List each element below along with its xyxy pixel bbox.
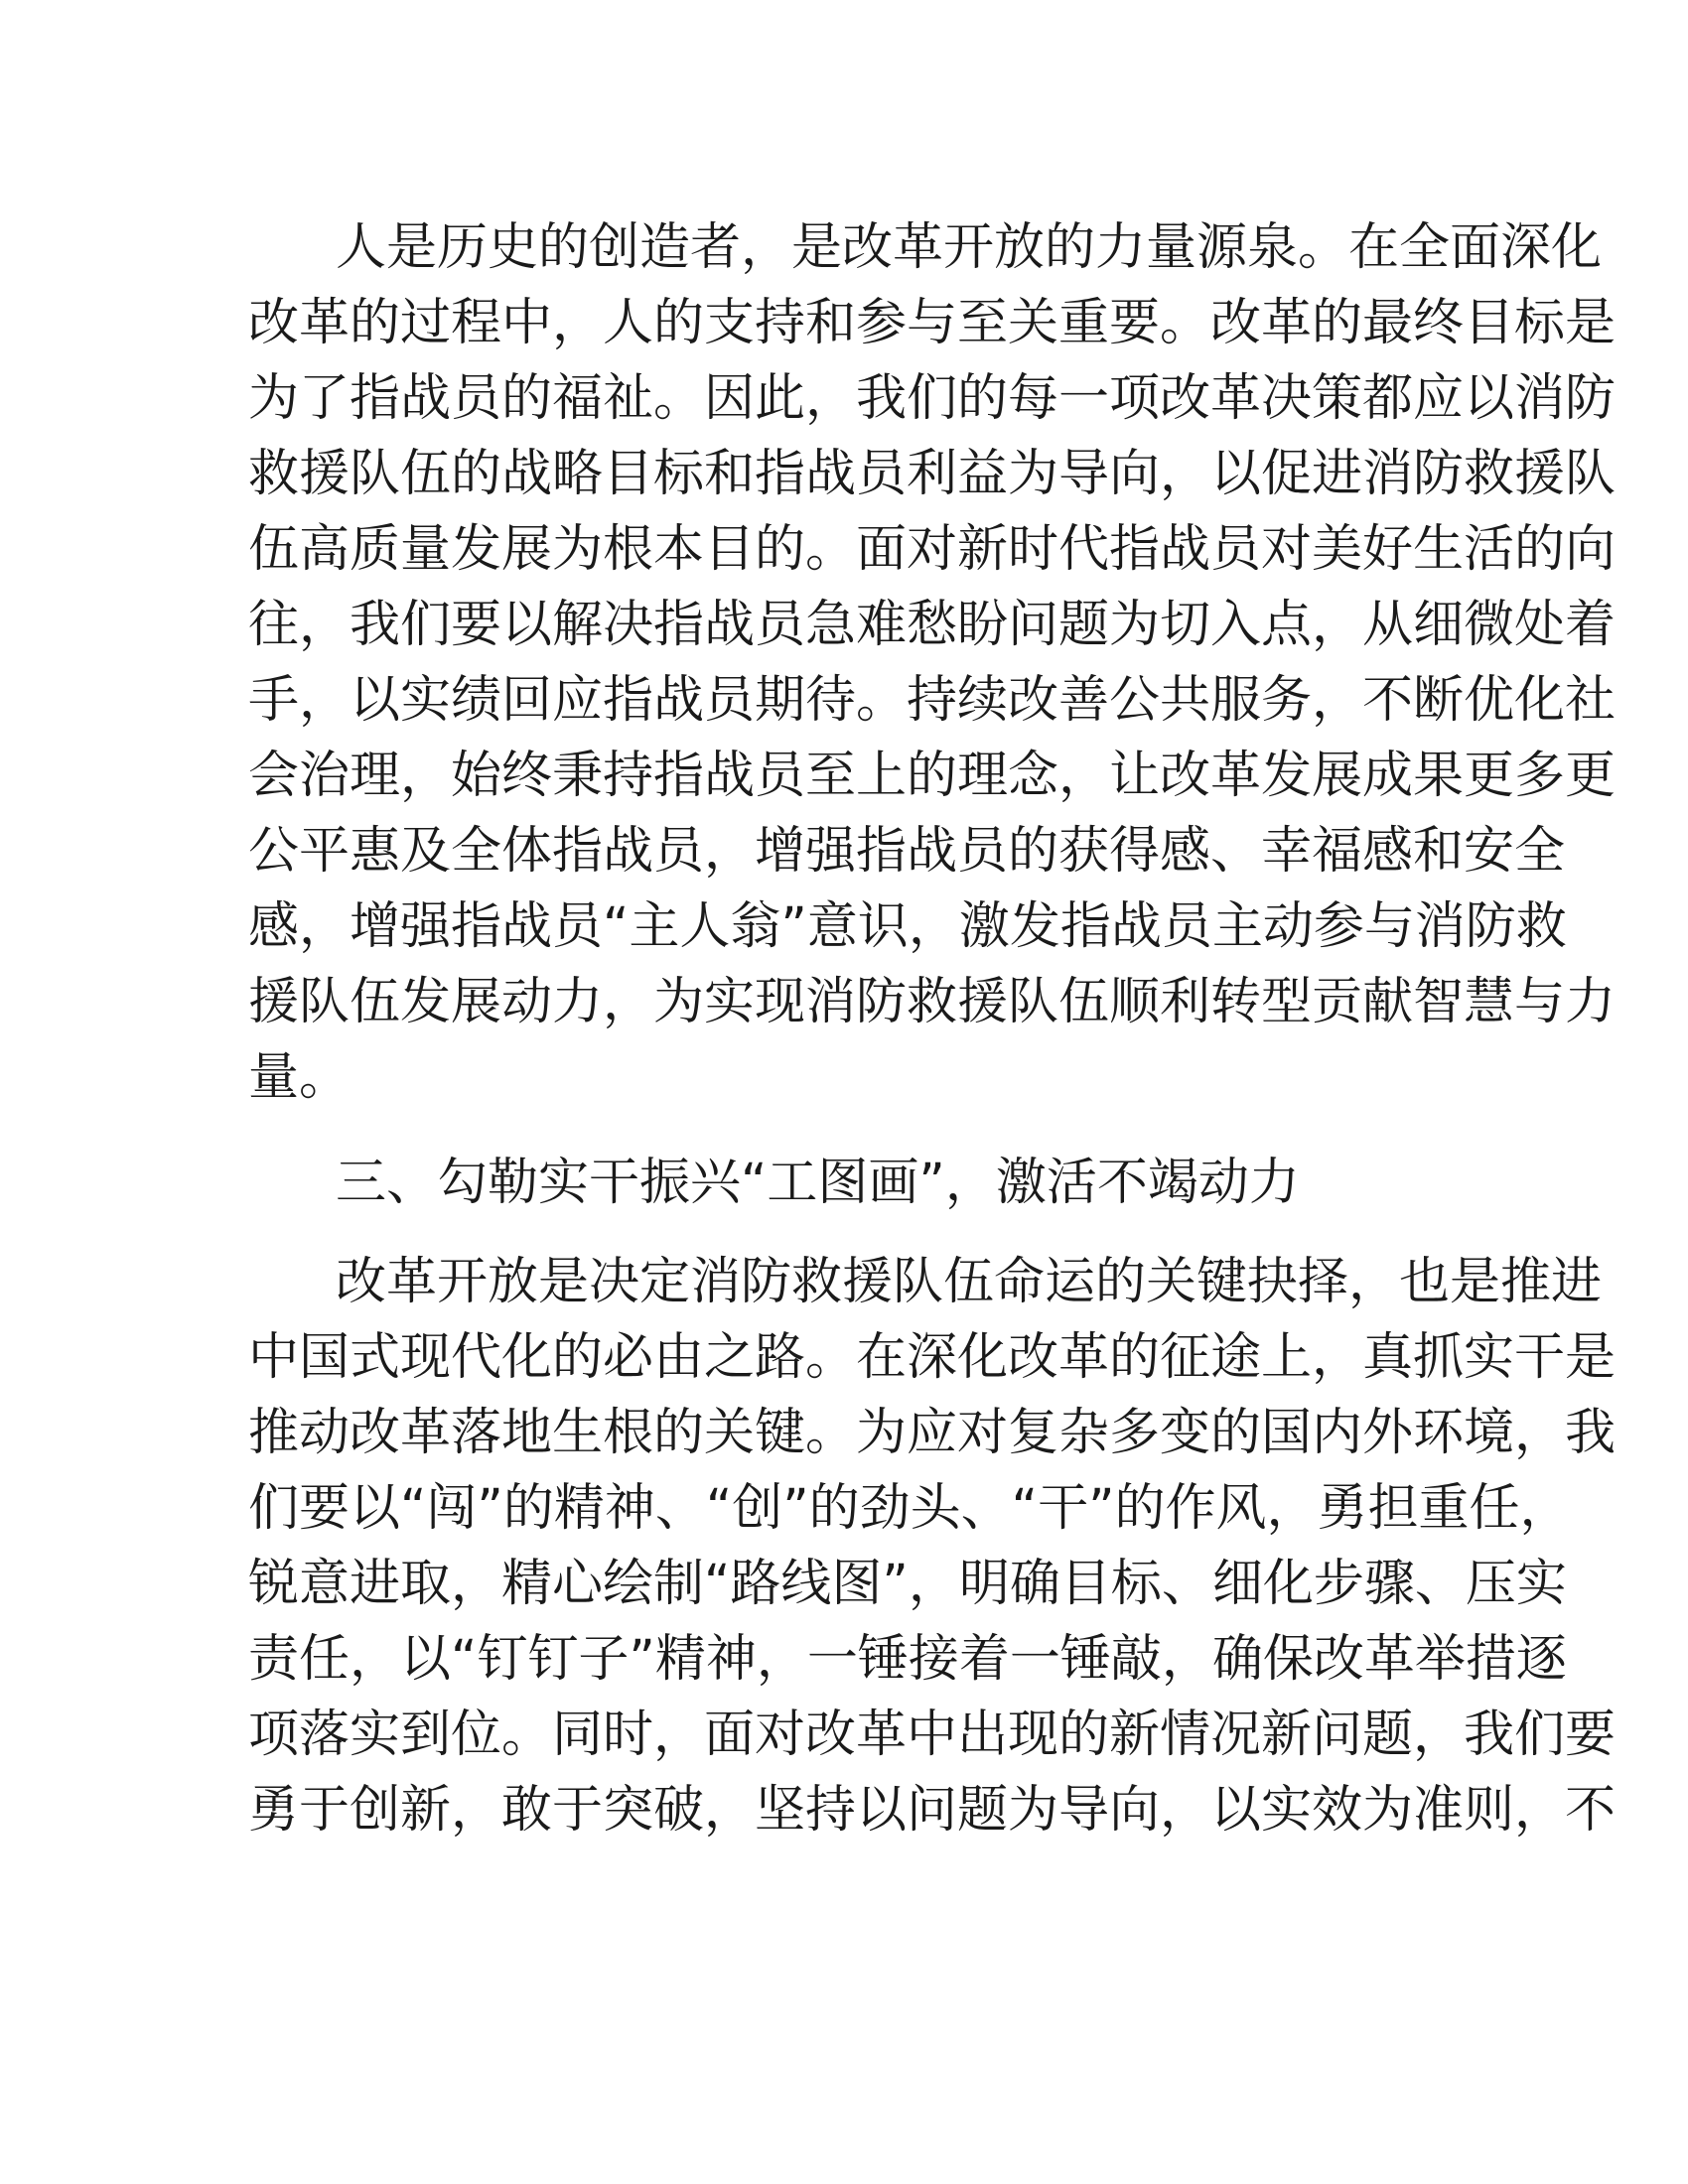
paragraph-2-line-7: 项落实到位。同时，面对改革中出现的新情况新问题，我们要 (248, 1706, 1617, 1764)
paragraph-1-line-2: 改革的过程中，人的支持和参与至关重要。改革的最终目标是 (248, 294, 1617, 352)
paragraph-2-line-1: 改革开放是决定消防救援队伍命运的关键抉择，也是推进 (336, 1253, 1603, 1311)
paragraph-2-line-2: 中国式现代化的必由之路。在深化改革的征途上，真抓实干是 (248, 1328, 1617, 1387)
paragraph-2-line-6: 责任，以“钉钉子”精神，一锤接着一锤敲，确保改革举措逐 (248, 1630, 1567, 1689)
paragraph-1-line-10: 感，增强指战员“主人翁”意识，激发指战员主动参与消防救 (248, 897, 1567, 956)
paragraph-1-line-7: 手，以实绩回应指战员期待。持续改善公共服务，不断优化社 (248, 671, 1617, 730)
paragraph-1-line-6: 往，我们要以解决指战员急难愁盼问题为切入点，从细微处着 (248, 596, 1617, 654)
paragraph-1-line-1: 人是历史的创造者，是改革开放的力量源泉。在全面深化 (336, 218, 1603, 277)
paragraph-1-line-12: 量。 (248, 1048, 351, 1107)
paragraph-1-line-8: 会治理，始终秉持指战员至上的理念，让改革发展成果更多更 (248, 747, 1617, 805)
paragraph-2-line-3: 推动改革落地生根的关键。为应对复杂多变的国内外环境，我 (248, 1404, 1617, 1462)
paragraph-2-line-4: 们要以“闯”的精神、“创”的劲头、“干”的作风，勇担重任， (248, 1479, 1571, 1538)
paragraph-1-line-3: 为了指战员的福祉。因此，我们的每一项改革决策都应以消防 (248, 369, 1617, 428)
paragraph-1-line-5: 伍高质量发展为根本目的。面对新时代指战员对美好生活的向 (248, 520, 1617, 579)
paragraph-1-line-4: 救援队伍的战略目标和指战员利益为导向，以促进消防救援队 (248, 445, 1617, 503)
paragraph-1-line-11: 援队伍发展动力，为实现消防救援队伍顺利转型贡献智慧与力 (248, 973, 1617, 1031)
section-heading: 三、勾勒实干振兴“工图画”，激活不竭动力 (336, 1154, 1300, 1212)
paragraph-2-line-8: 勇于创新，敢于突破，坚持以问题为导向，以实效为准则，不 (248, 1781, 1617, 1840)
paragraph-2-line-5: 锐意进取，精心绘制“路线图”，明确目标、细化步骤、压实 (248, 1555, 1567, 1613)
paragraph-1-line-9: 公平惠及全体指战员，增强指战员的获得感、幸福感和安全 (248, 822, 1566, 881)
